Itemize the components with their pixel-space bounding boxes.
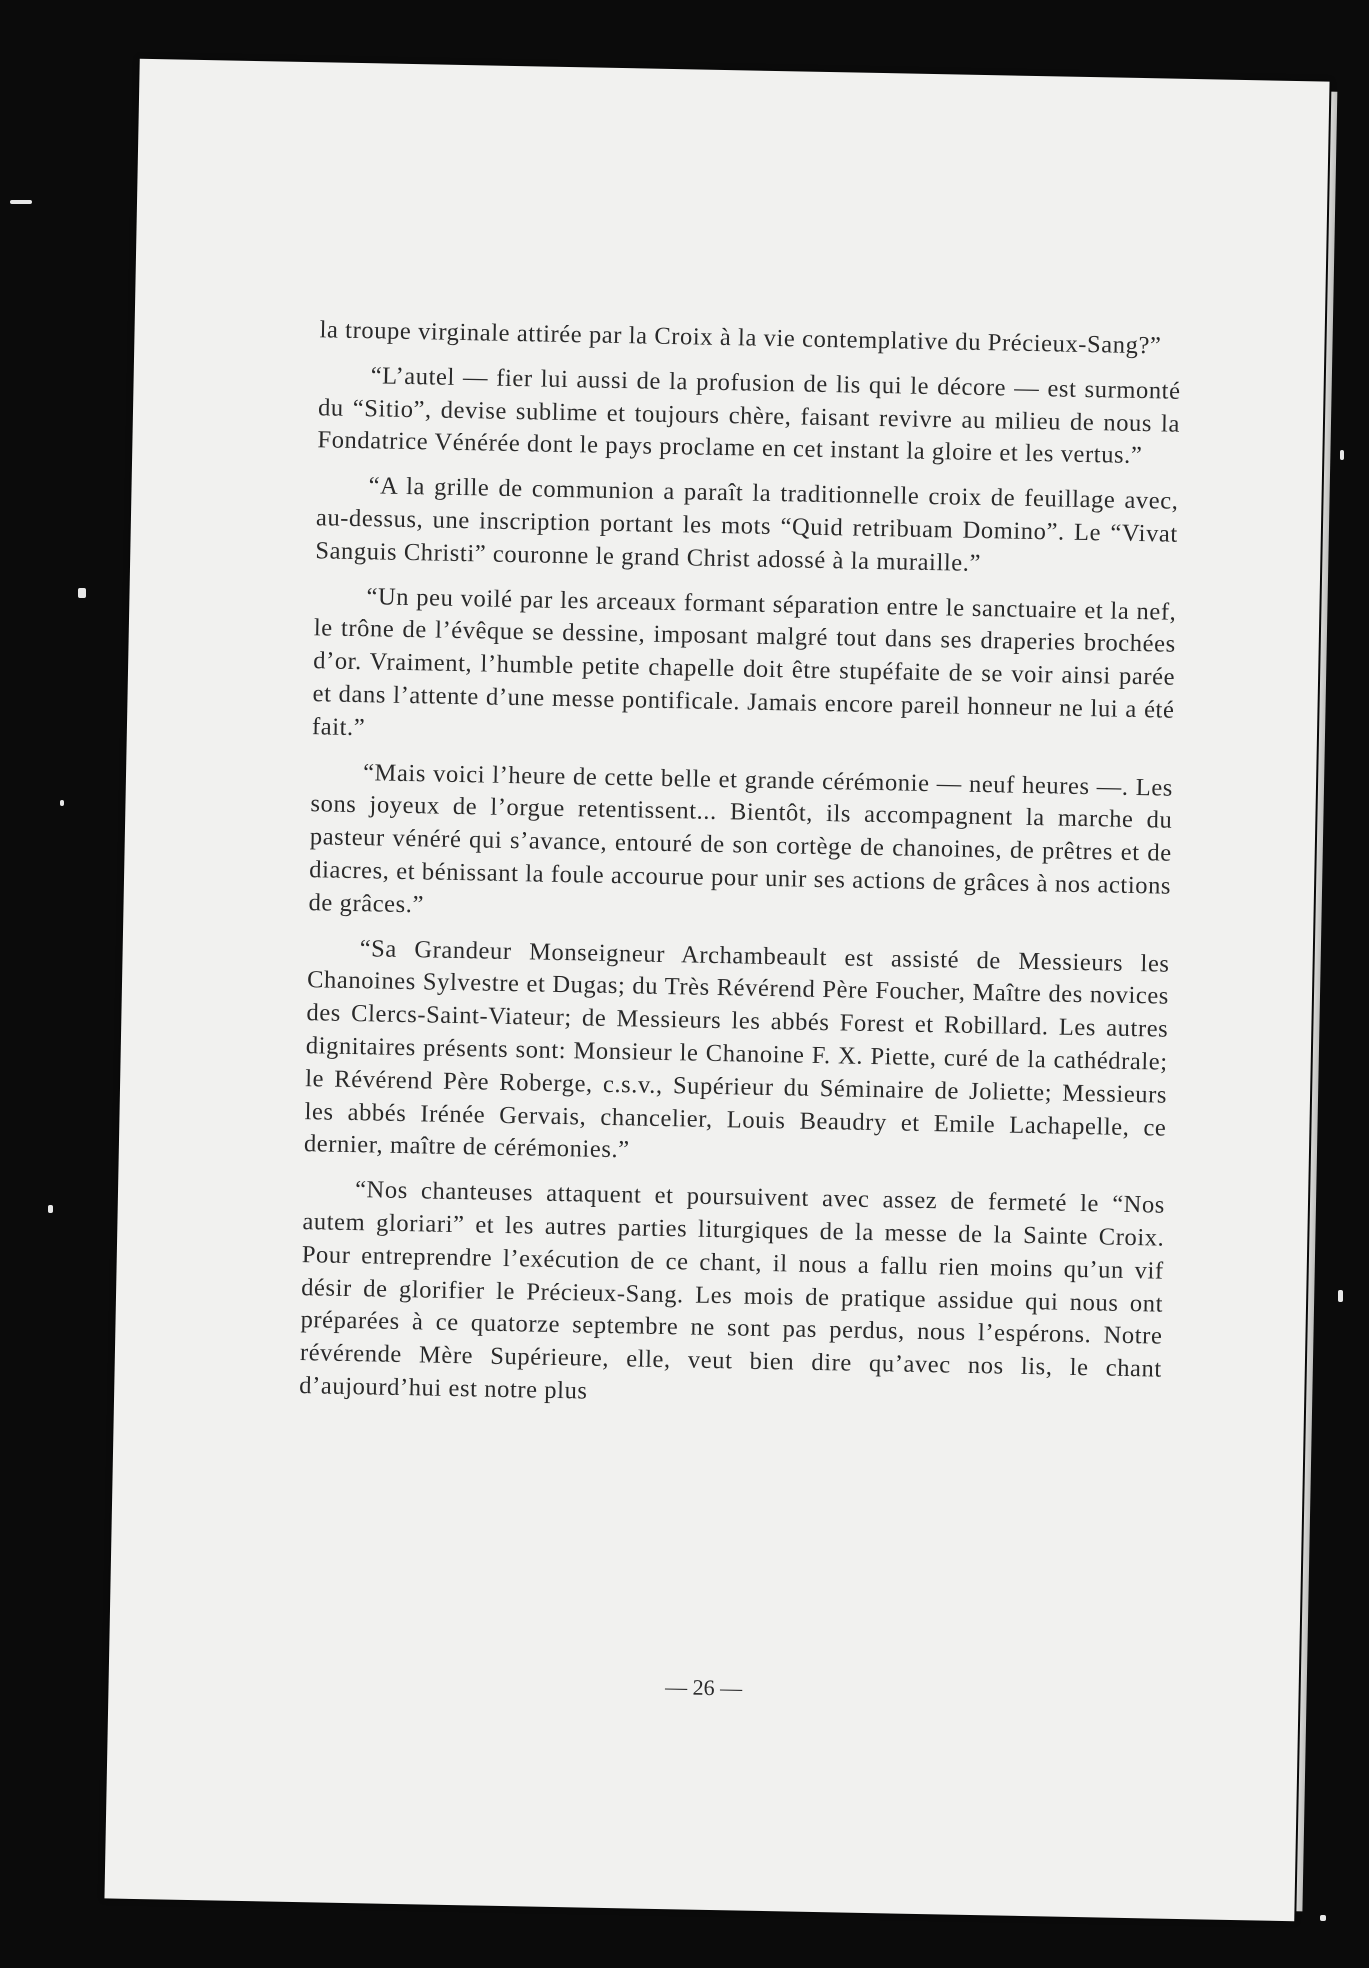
scan-speck <box>78 588 86 598</box>
paragraph: “L’autel — fier lui aussi de la profusion de lis qui le décore — est surmonté du “Sitio”, devise sublime et toujours chère, faisant revivre au milieu de nous la Fondatrice Vénérée dont le pays proclame en cet instant la gloire et les vertus.” <box>317 362 1181 470</box>
page-number: — 26 — <box>664 1674 743 1701</box>
paragraph: “Nos chanteuses attaquent et poursuivent avec assez de fermeté le “Nos autem gloriari” et les autres parties liturgiques de la messe de la Sainte Croix. Pour entreprendre l’exécution de ce chant, il nous a fallu rien moins qu’un vif désir de glorifier le Précieux-Sang. Les mois de pratique assidue qui nous ont préparées à ce quatorze septembre ne sont pas perdus, nous l’espérons. Notre révérende Mère Supérieure, elle, veut bien dire qu’avec nos lis, le chant d’aujourd’hui est notre plus <box>299 1176 1166 1405</box>
paragraph: “Un peu voilé par les arceaux formant séparation entre le sanctuaire et la nef, le trône de l’évêque se dessine, imposant malgré tout dans ses draperies brochées d’or. Vraiment, l’humble petite chapelle doit être stupéfaite de se voir ainsi parée et dans l’attente d’une messe pontificale. Jamais encore pareil honneur ne lui a été fait.” <box>311 582 1177 741</box>
scanned-page <box>104 59 1329 1922</box>
scan-speck <box>60 800 64 806</box>
paragraph: “A la grille de communion a paraît la traditionnelle croix de feuillage avec, au-dessus, une inscription portant les mots “Quid retribuam Domino”. Le “Vivat Sanguis Christi” couronne le grand Christ adossé à la muraille.” <box>315 472 1179 577</box>
paragraph: “Sa Grandeur Monseigneur Archambeault est assisté de Messieurs les Chanoines Sylvestre et Dugas; du Très Révérend Père Foucher, Maître des novices des Clercs-Saint-Viateur; de Messieurs les abbés Forest et Robillard. Les autres dignitaires présents sont: Monsieur le Chanoine F. X. Piette, curé de la cathédrale; le Révérend Père Roberge, c.s.v., Supérieur du Séminaire de Joliette; Messieurs les abbés Irénée Gervais, chancelier, Louis Beaudry et Emile Lachapelle, ce dernier, maître de cérémonies.” <box>303 934 1170 1164</box>
page-body <box>299 314 1182 1431</box>
paragraph: la troupe virginale attirée par la Croix à la vie contemplative du Précieux-Sang?” <box>319 316 1162 360</box>
paragraph: “Mais voici l’heure de cette belle et grande cérémonie — neuf heures —. Les sons joyeux de l’orgue retentissent... Bientôt, ils accompagnent la marche du pasteur vénéré qui s’avance, entouré de son cortège de chanoines, de prêtres et de diacres, et bénissant la foule accourue pour unir ses actions de grâces à nos actions de grâces.” <box>308 758 1174 919</box>
scan-speck <box>10 200 32 204</box>
scan-speck <box>1338 1290 1343 1302</box>
scan-speck <box>1340 450 1344 460</box>
scan-speck <box>48 1205 53 1213</box>
page-edge <box>1296 92 1337 1912</box>
scan-speck <box>1320 1915 1326 1921</box>
